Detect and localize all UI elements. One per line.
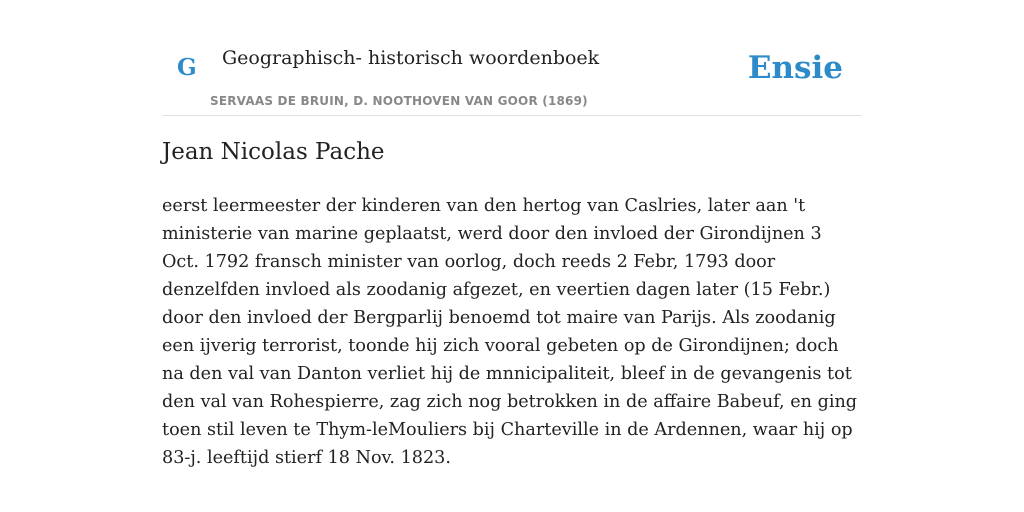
entry-body: eerst leermeester der kinderen van den hertog van Caslries, later aan 't ministerie van marine geplaatst, werd door den invloed der Girondijnen 3 Oct. 1792 fransch minister van oorlog, doch reeds 2 Febr, 1793 door denzelfden invloed als zoodanig afgezet, en veertien dagen later (15 Febr.) door den invloed der Bergparlij benoemd tot maire van Parijs. Als zoodanig een ijverig terrorist, toonde hij zich vooral gebeten op de Girondijnen; doch na den val van Danton verliet hij de mnnicipaliteit, bleef in de gevangenis tot den val van Rohespierre, zag zich nog betrokken in de affaire Babeuf, en ging toen stil leven te Thym-leMouliers bij Charteville in de Ardennen, waar hij op 83-j. leeftijd stierf 18 Nov. 1823. bbox=[162, 196, 858, 468]
book-initial-icon: G bbox=[177, 54, 197, 81]
entry-title: Jean Nicolas Pache bbox=[162, 139, 385, 165]
book-title[interactable]: Geographisch- historisch woordenboek bbox=[222, 47, 600, 69]
book-authors: SERVAAS DE BRUIN, D. NOOTHOVEN VAN GOOR (1869) bbox=[210, 94, 588, 108]
ensie-logo[interactable]: Ensie bbox=[747, 50, 843, 86]
book-header bbox=[162, 40, 862, 116]
